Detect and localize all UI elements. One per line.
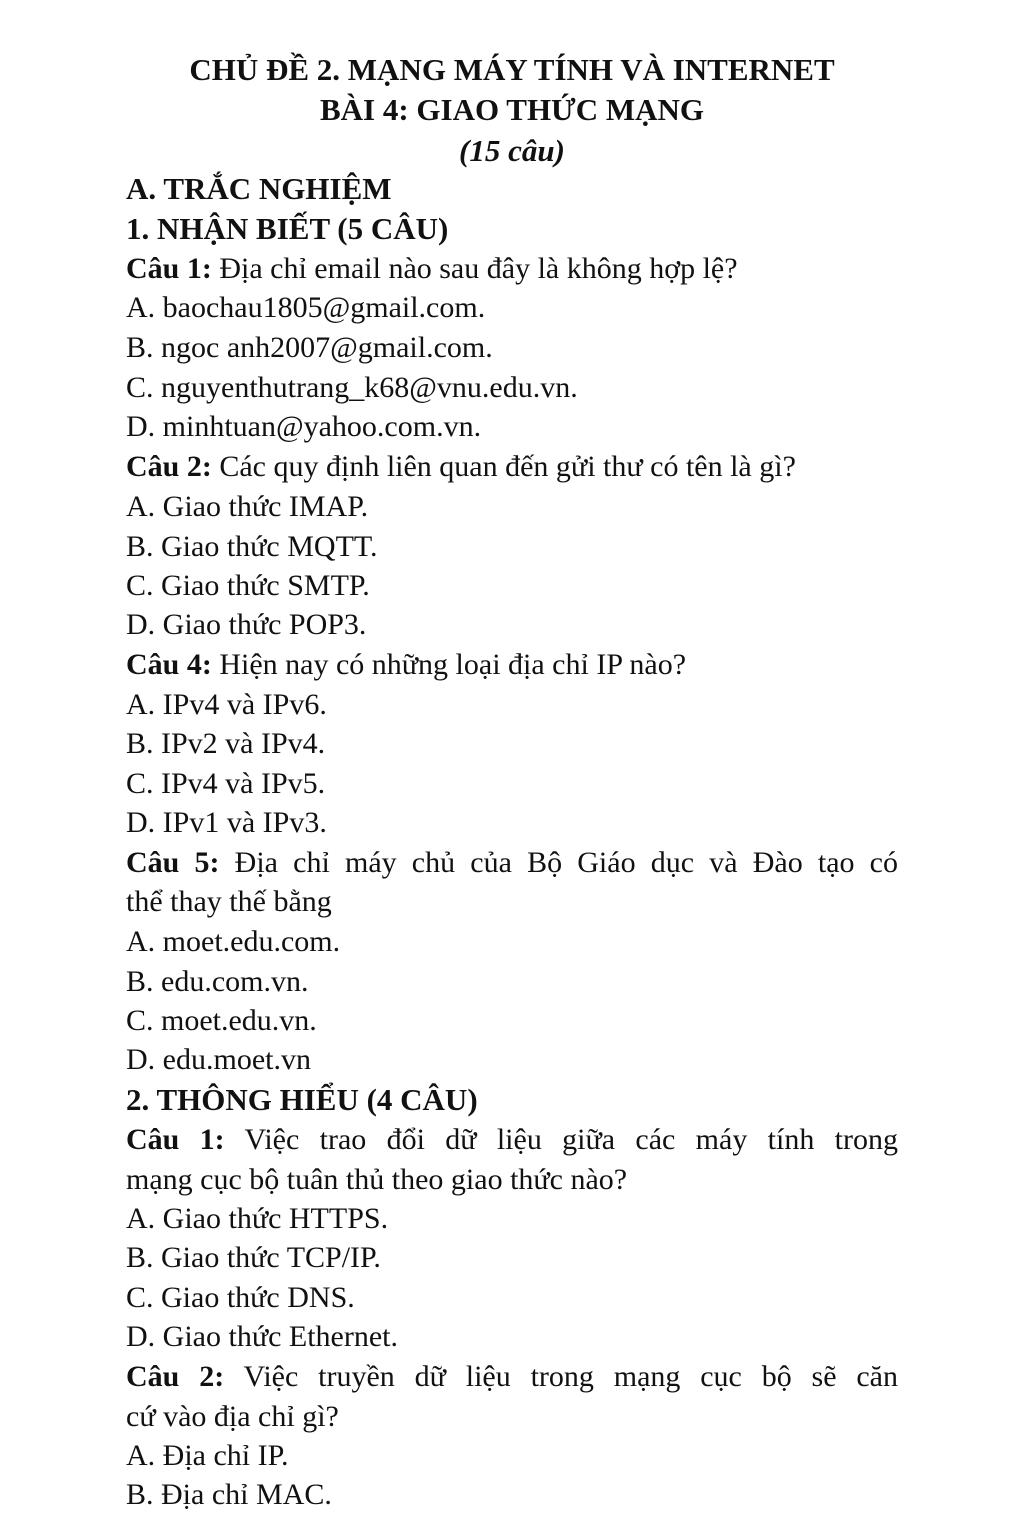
question-p2-q2-continued: cứ vào địa chỉ gì? [126,1400,339,1433]
question-text: Địa chỉ email nào sau đây là không hợp lệ? [211,252,738,285]
lesson-title: BÀI 4: GIAO THỨC MẠNG [319,92,705,127]
option-p1-q2-b: B. Giao thức MQTT. [126,530,378,563]
question-text: Hiện nay có những loại địa chỉ IP nào? [211,648,687,681]
option-p1-q4-b: B. IPv2 và IPv4. [126,727,326,760]
question-p1-q1 [126,249,898,289]
option-p1-q5-b: B. edu.com.vn. [126,965,309,998]
option-p1-q4-d: D. IPv1 và IPv3. [126,806,327,839]
option-p1-q1-a: A. baochau1805@gmail.com. [126,291,486,324]
option-p2-q1-b: B. Giao thức TCP/IP. [126,1241,381,1274]
option-p1-q5-c: C. moet.edu.vn. [126,1004,317,1037]
question-number: Câu 2: [126,450,212,483]
option-p1-q2-d: D. Giao thức POP3. [126,608,367,641]
question-count: (15 câu) [459,133,565,168]
part-heading-recognition: 1. NHẬN BIẾT (5 CÂU) [126,211,449,246]
option-p2-q1-c: C. Giao thức DNS. [126,1281,355,1314]
topic-title: CHỦ ĐỀ 2. MẠNG MÁY TÍNH VÀ INTERNET [189,52,835,87]
option-p1-q4-a: A. IPv4 và IPv6. [126,688,327,721]
option-p1-q1-c: C. nguyenthutrang_k68@vnu.edu.vn. [126,371,578,404]
option-p1-q5-a: A. moet.edu.com. [126,925,341,958]
option-p1-q1-b: B. ngoc anh2007@gmail.com. [126,331,493,364]
question-text: Các quy định liên quan đến gửi thư có tên là gì? [211,450,796,483]
question-p1-q4 [126,645,898,685]
question-number: Câu 2: [126,1360,225,1393]
question-number: Câu 1: [126,252,212,285]
option-p1-q5-d: D. edu.moet.vn [126,1043,311,1076]
section-heading-multiple-choice: A. TRẮC NGHIỆM [126,171,392,206]
option-p1-q2-a: A. Giao thức IMAP. [126,490,369,523]
question-text: Việc truyền dữ liệu trong mạng cục bộ sẽ căn [224,1360,898,1393]
question-number: Câu 5: [126,846,220,879]
question-p2-q2 [126,1357,898,1397]
option-p2-q2-a: A. Địa chỉ IP. [126,1439,289,1472]
question-p2-q1-continued: mạng cục bộ tuân thủ theo giao thức nào? [126,1163,628,1196]
question-p1-q5-continued: thể thay thế bằng [126,885,332,918]
question-p2-q1 [126,1120,898,1160]
option-p1-q1-d: D. minhtuan@yahoo.com.vn. [126,410,482,443]
question-number: Câu 4: [126,648,212,681]
question-number: Câu 1: [126,1123,225,1156]
part-heading-comprehension: 2. THÔNG HIỂU (4 CÂU) [126,1082,478,1117]
option-p2-q1-a: A. Giao thức HTTPS. [126,1202,389,1235]
question-text: Địa chỉ máy chủ của Bộ Giáo dục và Đào tạo có [219,846,898,879]
question-p1-q5 [126,843,898,883]
question-text: Việc trao đổi dữ liệu giữa các máy tính trong [224,1123,898,1156]
option-p1-q4-c: C. IPv4 và IPv5. [126,767,326,800]
option-p2-q1-d: D. Giao thức Ethernet. [126,1320,399,1353]
option-p1-q2-c: C. Giao thức SMTP. [126,569,370,602]
option-p2-q2-b: B. Địa chỉ MAC. [126,1478,332,1511]
question-p1-q2 [126,447,898,487]
